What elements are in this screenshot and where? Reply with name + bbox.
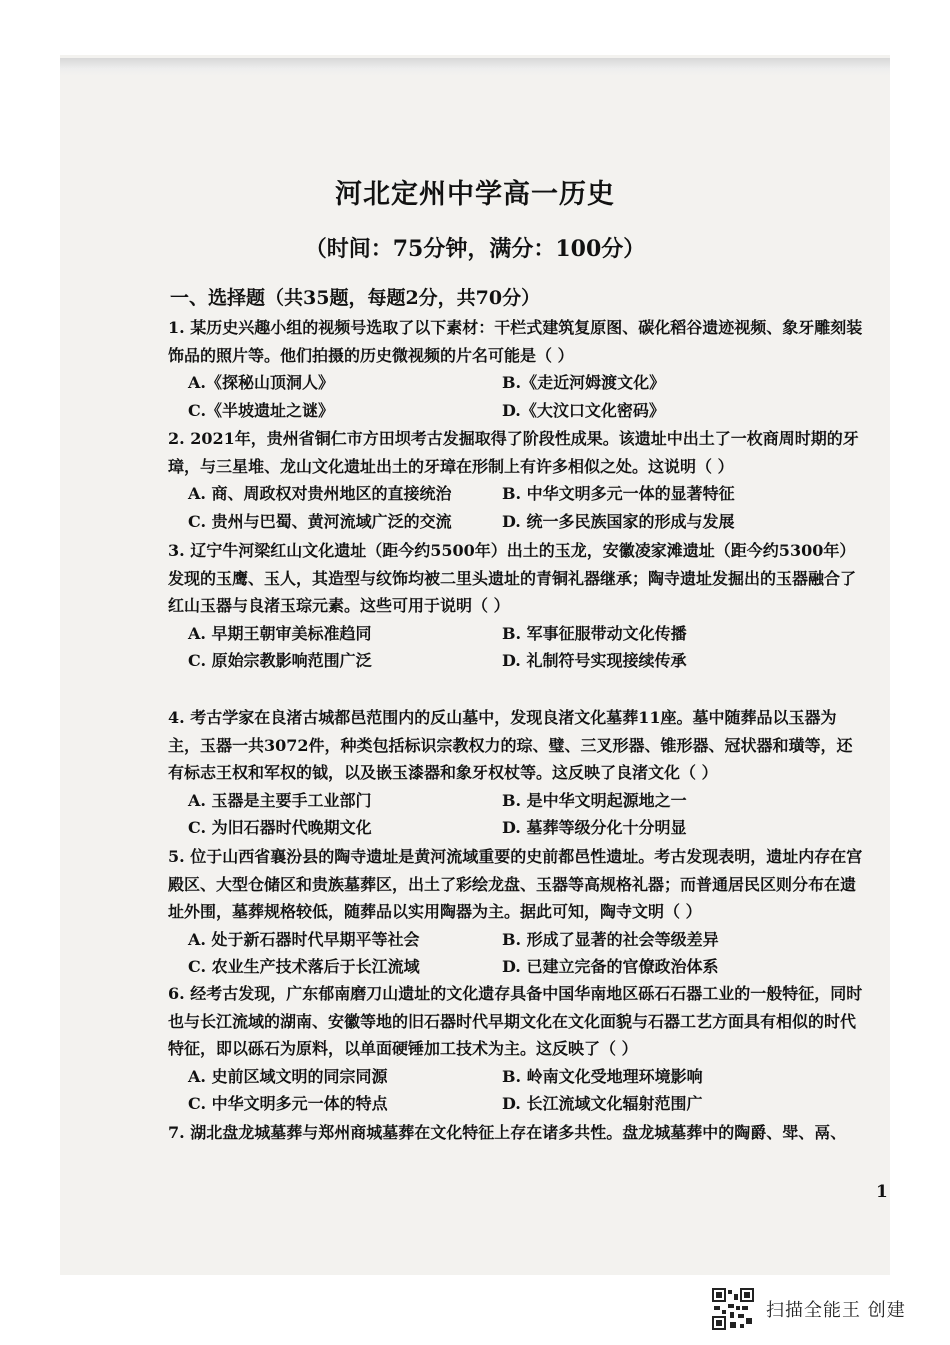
option-c: C. 原始宗教影响范围广泛: [188, 651, 372, 670]
question-stem: 7. 湖北盘龙城墓葬与郑州商城墓葬在文化特征上存在诸多共性。盘龙城墓葬中的陶爵、斝、鬲、: [168, 1123, 847, 1142]
question-2: [168, 425, 868, 535]
question-stem: 2. 2021年，贵州省铜仁市方田坝考古发掘取得了阶段性成果。该遗址中出土了一枚商周时期的牙璋，与三星堆、龙山文化遗址出土的牙璋在形制上有许多相似之处。这说明（ ）: [168, 429, 859, 476]
option-a: A. 玉器是主要手工业部门: [188, 790, 372, 810]
option-a: A. 处于新石器时代早期平等社会: [188, 929, 420, 949]
option-d: D. 已建立完备的官僚政治体系: [502, 957, 719, 976]
page-title: 河北定州中学高一历史: [335, 179, 615, 210]
question-stem: 3. 辽宁牛河梁红山文化遗址（距今约5500年）出土的玉龙，安徽凌家滩遗址（距今约5300年）发现的玉鹰、玉人，其造型与纹饰均被二里头遗址的青铜礼器继承；陶寺遗址发掘出的玉器融合了红山玉器与良渚玉琮元素。这些可用于说明（ ）: [168, 541, 857, 615]
question-5: [168, 843, 868, 981]
scanner-watermark: [712, 1288, 906, 1330]
option-b: B. 岭南文化受地理环境影响: [502, 1066, 703, 1086]
option-c: C.《半坡遗址之谜》: [188, 400, 335, 420]
option-c: C. 贵州与巴蜀、黄河流域广泛的交流: [188, 511, 452, 531]
qr-code-icon: [712, 1288, 754, 1330]
option-c: C. 中华文明多元一体的特点: [188, 1094, 388, 1113]
option-c: C. 农业生产技术落后于长江流域: [188, 957, 420, 976]
exam-info: （时间：75分钟，满分：100分）: [304, 236, 646, 262]
option-d: D.《大汶口文化密码》: [502, 400, 665, 420]
option-c: C. 为旧石器时代晚期文化: [188, 818, 372, 837]
question-stem: 4. 考古学家在良渚古城都邑范围内的反山墓中，发现良渚文化墓葬11座。墓中随葬品以玉器为主，玉器一共3072件，种类包括标识宗教权力的琮、璧、三叉形器、锥形器、冠状器和璜等，还有标志王权和军权的钺，以及嵌玉漆器和象牙权杖等。这反映了良渚文化（ ）: [168, 708, 853, 782]
option-a: A. 早期王朝审美标准趋同: [188, 623, 372, 643]
option-b: B. 是中华文明起源地之一: [502, 790, 687, 810]
option-d: D. 长江流域文化辐射范围广: [502, 1094, 703, 1113]
option-b: B.《走近河姆渡文化》: [502, 373, 666, 392]
option-a: A.《探秘山顶洞人》: [188, 373, 334, 392]
question-7: [168, 1119, 868, 1147]
question-stem: 5. 位于山西省襄汾县的陶寺遗址是黄河流域重要的史前都邑性遗址。考古发现表明，遗址内存在宫殿区、大型仓储区和贵族墓葬区，出土了彩绘龙盘、玉器等高规格礼器；而普通居民区则分布在遗址外围，墓葬规格较低，随葬品以实用陶器为主。据此可知，陶寺文明（ ）: [168, 847, 863, 921]
page-number: 1: [876, 1182, 888, 1202]
option-d: D. 统一多民族国家的形成与发展: [502, 511, 735, 531]
question-3: [168, 537, 868, 675]
option-b: B. 军事征服带动文化传播: [502, 623, 687, 643]
question-stem: 6. 经考古发现，广东郁南磨刀山遗址的文化遗存具备中国华南地区砾石石器工业的一般特征，同时也与长江流域的湖南、安徽等地的旧石器时代早期文化在文化面貌与石器工艺方面具有相似的时代特征，即以砾石为原料，以单面硬锤加工技术为主。这反映了（ ）: [168, 984, 863, 1058]
option-d: D. 礼制符号实现接续传承: [502, 651, 687, 670]
option-b: B. 形成了显著的社会等级差异: [502, 929, 719, 949]
option-a: A. 史前区域文明的同宗同源: [188, 1066, 388, 1086]
option-a: A. 商、周政权对贵州地区的直接统治: [188, 484, 452, 503]
question-stem: 1. 某历史兴趣小组的视频号选取了以下素材：干栏式建筑复原图、碳化稻谷遗迹视频、象牙雕刻装饰品的照片等。他们拍摄的历史微视频的片名可能是（ ）: [168, 318, 863, 365]
option-d: D. 墓葬等级分化十分明显: [502, 818, 687, 837]
section-heading: 一、选择题（共35题，每题2分，共70分）: [170, 287, 541, 309]
question-6: [168, 980, 868, 1118]
option-b: B. 中华文明多元一体的显著特征: [502, 484, 735, 503]
watermark-text: 扫描全能王 创建: [766, 1300, 906, 1321]
question-1: [168, 314, 868, 424]
scan-edge-shadow: [60, 58, 890, 76]
question-4: [168, 704, 868, 842]
